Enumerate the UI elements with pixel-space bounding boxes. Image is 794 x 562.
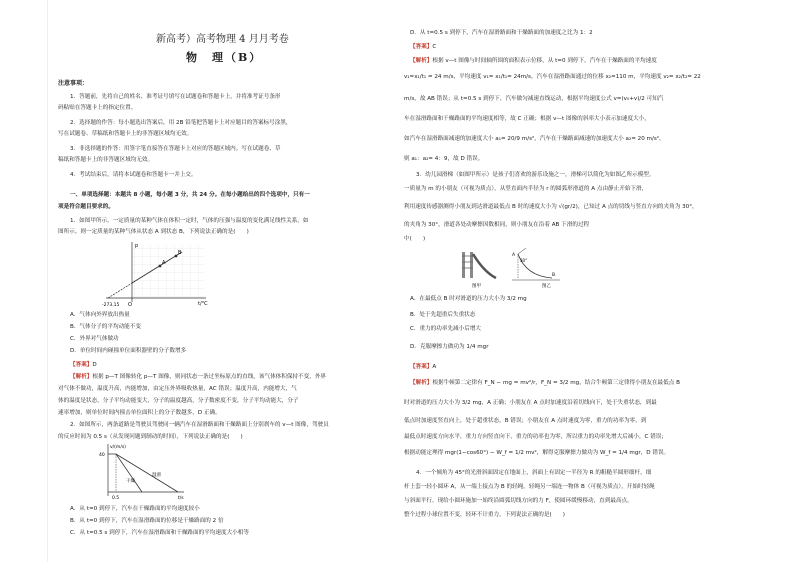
q3-option-c: C．重力的功率先减小后增大 [410,326,482,332]
y-tick-label: 40 [99,453,105,458]
point-a-label: A [512,253,516,258]
q3-stem: 的夹角为 30°，滑道各处动摩擦因数相同，则小朋友在沿着 AB 下滑的过程 [404,222,590,228]
answer-value: D [92,362,97,368]
analysis-line: 对气体不做功，温度升高，内能增加，由定压外界吸收热量，AC 错误；温度升高，内能增大，气 [58,386,297,392]
point-b-label: B [552,273,556,278]
q4-stem: 整个过程小球位置不变，轻环不计重力，下列说法正确的是( ) [404,512,565,518]
q1-figure [102,240,212,308]
y-axis-label: v/(m/s) [110,445,126,450]
binding-margin [47,0,48,562]
analysis-line: 根据 v—t 图像与时间轴所围的面积表示位移，从 t=0 到停下，汽车在干燥路面的平均速度 [432,58,657,64]
q1-option-b: B．气体分子的平均动能不变 [70,324,141,330]
notice-heading: 注意事项： [58,80,89,87]
notice-line: 稿纸和答题卡上的非答题区域均无效。 [58,157,154,163]
notice-line: 写在试题卷、草稿纸和答题卡上的非答题区域均无效。 [58,131,193,137]
q3-stem: 3．幼儿园滑梯（如图甲所示）是孩子们喜欢的游乐设施之一，滑梯可以简化为如图乙所示模型。 [416,172,655,178]
answer-value: A [432,364,437,370]
analysis-line: 根据动能定理得 mgr(1−cos60°) − W_f = 1/2 mv²，解得克服摩擦力做功为 W_f = 1/4 mgr，D 错误。 [404,450,670,456]
analysis-line: 低点时加速度竖直向上，处于超重状态，B 错误；小朋友在 A 点时速度为零，重力的功率为零，到 [404,418,647,424]
x-axis-label: t/s [178,496,184,500]
q2-analysis [410,58,657,65]
figure-jia-label: 图甲 [472,284,481,289]
subject-title: 物 理（B） [186,51,263,64]
origin-label: O [128,302,132,308]
q3-stem: 中( ) [404,236,426,242]
q3-option-b: B．处于先超重后失重状态 [410,312,476,318]
section-heading: 项是符合题目要求的。 [58,204,114,210]
analysis-line: m/s，故 AB 错误；从 t=0.5 s 到停下，汽车做匀减速直线运动，根据平均速度公式 v=(v₀+v)/2 可知汽 [404,96,664,102]
analysis-line: 根据牛顿第二定律有 F_N − mg = mv²/r，F_N = 3/2 mg，结合牛顿第三定律得小朋友在最低点 B [432,380,680,386]
q1-option-a: A．气体向外界放出热量 [70,312,130,318]
analysis-line: 如汽车在湿滑路面减速的加速度大小 a₁= 20/9 m/s²，汽车在干燥路面减速的加速度大小 a₂= 20 m/s²， [404,136,665,142]
point-a-label: A [162,260,166,266]
origin-tick-label: -273.15 [102,303,120,308]
q3-figure [456,246,566,290]
notice-line: 1．答题前，先将自己的姓名、准考证号填写在试题卷和答题卡上，并将准考证号条形 [70,94,281,100]
q4-stem: 杆上套一轻小圆环 A，从一端上接点为 B 的轻绳。轻绳另一端连一物体 B（可视为质点），开始时轻绳 [404,484,655,490]
y-axis-label: p [135,243,139,249]
q2-option-d: D．从 t=0.5 s 到停下，汽车在湿滑路面和干燥路面的加速度之比为 1：2 [410,30,593,36]
exam-title: 新高考）高考物理 4 月月考卷 [156,34,289,45]
q3-option-a: A．在最低点 B 时对滑道的压力大小为 3/2 mg [410,296,527,302]
q1-option-c: C．外界对气体做功 [70,336,119,342]
q1-option-d: D．单位时间内碰撞单位面积器壁的分子数增多 [70,348,187,354]
angle-label: 30° [520,258,528,263]
q2-figure [98,442,188,500]
analysis-label: 【解析】 [70,374,93,380]
answer-label: 【答案】 [70,362,93,368]
dry-curve-label: 干燥 [126,479,135,484]
analysis-line: 时对滑道的压力大小为 3/2 mg，A 正确；小朋友在 A 点时加速度沿着切线向下，处于失重状态，到最 [404,400,657,406]
answer-value: C [432,44,437,50]
notice-line: 码粘贴在答题卡上的指定位置。 [58,105,137,111]
x-axis-label: t/°C [198,301,208,307]
analysis-line: 车在湿滑路面和干燥路面的平均速度相等，故 C 正确；根据 v—t 图像的斜率大小表示加速度大小， [404,116,650,122]
answer-label: 【答案】 [410,44,433,50]
analysis-line: 速率增加，则单位时间内撞击单位面积上的分子数越多，D 正确。 [58,410,221,416]
notice-line: 2．选择题的作答：每小题选出答案后，用 2B 铅笔把答题卡上对应题目的答案标号涂黑， [70,120,292,126]
q2-stem: 2．如图所示，两条道路是驾驶员驾驶同一辆汽车在湿滑路面和干燥路面上分别刹车的 v—t 图像，驾驶员 [70,422,329,428]
q3-option-d: D．克服摩擦力做功为 1/4 mgr [410,344,489,350]
analysis-line: 体的温度是状态，分子平均动能变大，分子的温度越高，分子数密度不变，分子平均动能大，分子 [58,398,299,404]
wet-curve-label: 湿滑 [152,473,161,478]
analysis-label: 【解析】 [410,58,433,64]
analysis-line: v₁=x₁/t₁ = 24 m/s，平均速度 v₁= x₁/t₁= 24m/s，汽车在湿滑路面通过的位移 x₂=110 m，平均速度 v₂= x₂/t₂= 22 [404,74,701,80]
q2-option-a: A．从 t=0 到停下，汽车在干燥路面的平均速度较小 [70,506,200,512]
analysis-line: 最低点时速度方向水平，重力方向竖直向下，重力的功率也为零，所以重力的功率先增大后减小，C 错误； [404,434,667,440]
point-b-label: B [178,250,182,256]
analysis-label: 【解析】 [410,380,433,386]
q1-answer [70,362,97,369]
q4-stem: 4．一个倾角为 45°的光滑斜面固定在地面上，斜面上有固定一半径为 R 的粗糙半圆形细杆，细 [416,470,652,476]
q3-stem: 一质量为 m 的小朋友（可视为质点），从竖直面内半径为 r 的圆弧形滑道的 A 点由静止开始下滑， [404,186,648,192]
figure-yi-label: 图乙 [542,284,551,289]
q1-stem: 1．如图甲所示，一定质量的某种气体在体积一定时，气体的压强与温度的变化满足线性关系，如 [70,218,309,224]
q1-stem: 图所示。则一定质量的某种气体从状态 A 到状态 B，下列说法正确的是( ) [58,229,249,235]
q3-stem: 利用速度传感器测得小朋友到达滑道最低点 B 时的速度大小为 √(gr/2)，已知过 A 点的切线与竖直方向的夹角为 30°， [404,204,698,210]
q3-analysis [410,380,680,387]
notice-line: 4．考试结束后，请将本试题卷和答题卡一并上交。 [70,172,197,178]
section-heading: 一、单项选择题：本题共 8 小题，每小题 3 分，共 24 分。在每小题给出的四个选项中，只有一 [70,192,310,198]
q2-answer [410,44,436,51]
x-tick-label: 0.5 [112,496,120,500]
answer-label: 【答案】 [410,364,433,370]
analysis-line: 根据 p—T 图像转化 p—T 图像，则同状态一条过坐标原点的直线，该气体体积保持不变，外界 [92,374,327,380]
q2-option-b: B．从 t=0 到停下，汽车在湿滑路面的位移是干燥路面的 2 倍 [70,518,224,524]
q2-option-c: C．从 t=0.5 s 到停下，汽车在湿滑路面和干燥路面的平均速度大小相等 [70,530,249,536]
analysis-line: 则 a₁：a₂= 4：9，故 D 错误。 [404,156,484,162]
q4-stem: 与斜面平行。现给小圆环施加一始终沿圆弧切线方向的力 F，使圆环缓慢移动，直到最高点。 [404,498,633,504]
q2-stem: 的反应时间为 0.5 s（从发现问题到制动的时间），下列说法正确的是( ) [58,434,243,440]
notice-line: 3．非选择题的作答：用签字笔直接答在答题卡上对应的答题区域内。写在试题卷、草 [70,146,281,152]
q1-analysis [70,374,326,381]
q3-answer [410,364,436,371]
